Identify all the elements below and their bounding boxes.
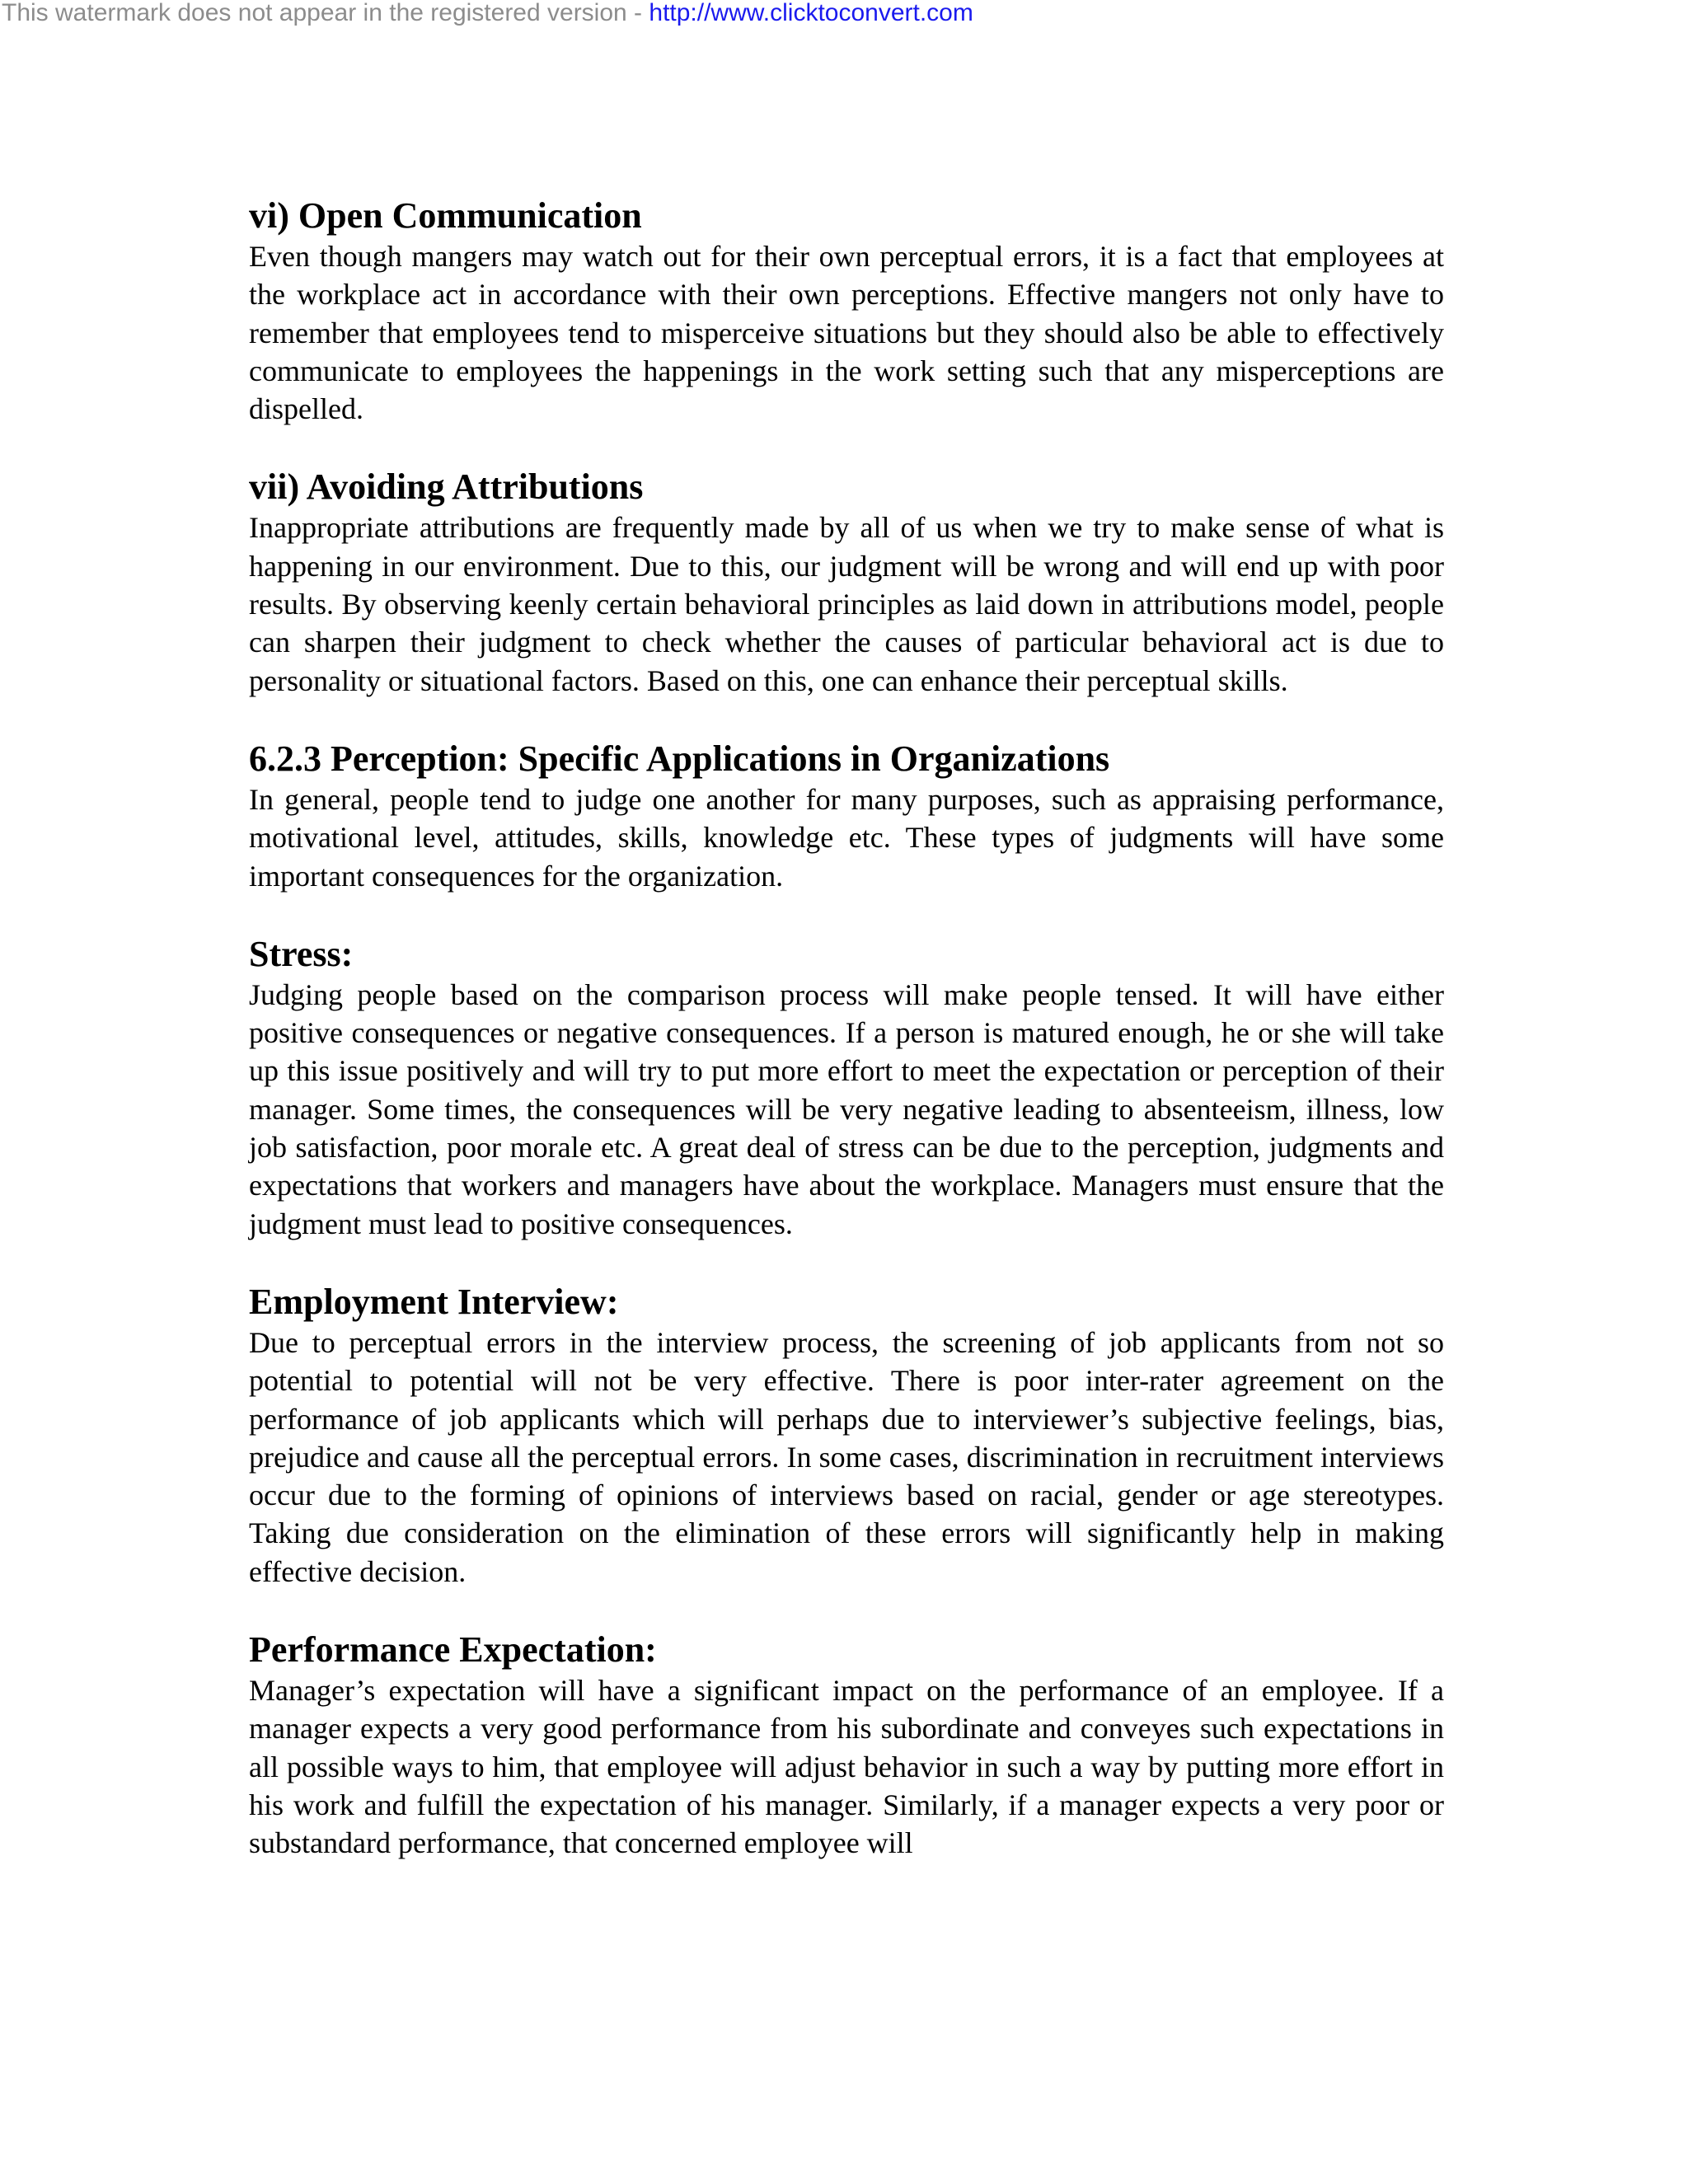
section-heading: Performance Expectation: bbox=[249, 1629, 657, 1671]
section-heading: vi) Open Communication bbox=[249, 195, 642, 236]
section-heading: Stress: bbox=[249, 933, 354, 974]
section-employment-interview bbox=[249, 1281, 1444, 1591]
section-paragraph: In general, people tend to judge one another for many purposes, such as appraising performance, motivational level, attitudes, skills, knowledge etc. These types of judgments will have some important consequences for the organization. bbox=[249, 782, 1444, 893]
section-avoiding-attributions bbox=[249, 466, 1444, 699]
section-paragraph: Judging people based on the comparison process will make people tensed. It will have either positive consequences or negative consequences. If a person is matured enough, he or she will take up this issue positively and will try to put more effort to meet the expectation or perception of their manager. Some times, the consequences will be very negative leading to absenteeism, illness, low job satisfaction, poor morale etc. A great deal of stress can be due to the perception, judgments and expectations that workers and managers have about the workplace. Managers must ensure that the judgment must lead to positive consequences. bbox=[249, 977, 1444, 1240]
section-paragraph: Due to perceptual errors in the interview process, the screening of job applicants from not so potential to potential will not be very effective. There is poor inter-rater agreement on the performance of job applicants which will perhaps due to interviewer’s subjective feelings, bias, prejudice and cause all the perceptual errors. In some cases, discrimination in recruitment interviews occur due to the forming of opinions of interviews based on racial, gender or age stereotypes. Taking due consideration on the elimination of these errors will significantly help in making effective decision. bbox=[249, 1325, 1444, 1588]
section-heading: vii) Avoiding Attributions bbox=[249, 466, 644, 508]
document-body bbox=[249, 194, 1444, 1863]
watermark-link[interactable]: http://www.clicktoconvert.com bbox=[649, 0, 973, 26]
watermark-text: This watermark does not appear in the registered version - bbox=[2, 0, 649, 26]
section-performance-expectation bbox=[249, 1629, 1444, 1862]
section-open-communication bbox=[249, 194, 1444, 428]
section-heading: 6.2.3 Perception: Specific Applications in Organizations bbox=[249, 738, 1110, 779]
section-paragraph: Even though mangers may watch out for their own perceptual errors, it is a fact that employees at the workplace act in accordance with their own perceptions. Effective mangers not only have to remember that employees tend to misperceive situations but they should also be able to effectively communicate to employees the happenings in the work setting such that any misperceptions are dispelled. bbox=[249, 240, 1444, 426]
section-perception-applications bbox=[249, 738, 1444, 895]
section-heading: Employment Interview: bbox=[249, 1281, 619, 1322]
section-paragraph: Inappropriate attributions are frequently made by all of us when we try to make sense of what is happening in our environment. Due to this, our judgment will be wrong and will end up with poor results. By observing keenly certain behavioral principles as laid down in attributions model, people can sharpen their judgment to check whether the causes of particular behavioral act is due to personality or situational factors. Based on this, one can enhance their perceptual skills. bbox=[249, 511, 1444, 697]
section-stress bbox=[249, 933, 1444, 1243]
watermark-banner bbox=[2, 0, 973, 26]
section-paragraph: Manager’s expectation will have a significant impact on the performance of an employee. If a manager expects a very good performance from his subordinate and conveyes such expectations in all possible ways to him, that employee will adjust behavior in such a way by putting more effort in his work and fulfill the expectation of his manager. Similarly, if a manager expects a very poor or substandard performance, that concerned employee will bbox=[249, 1674, 1444, 1860]
